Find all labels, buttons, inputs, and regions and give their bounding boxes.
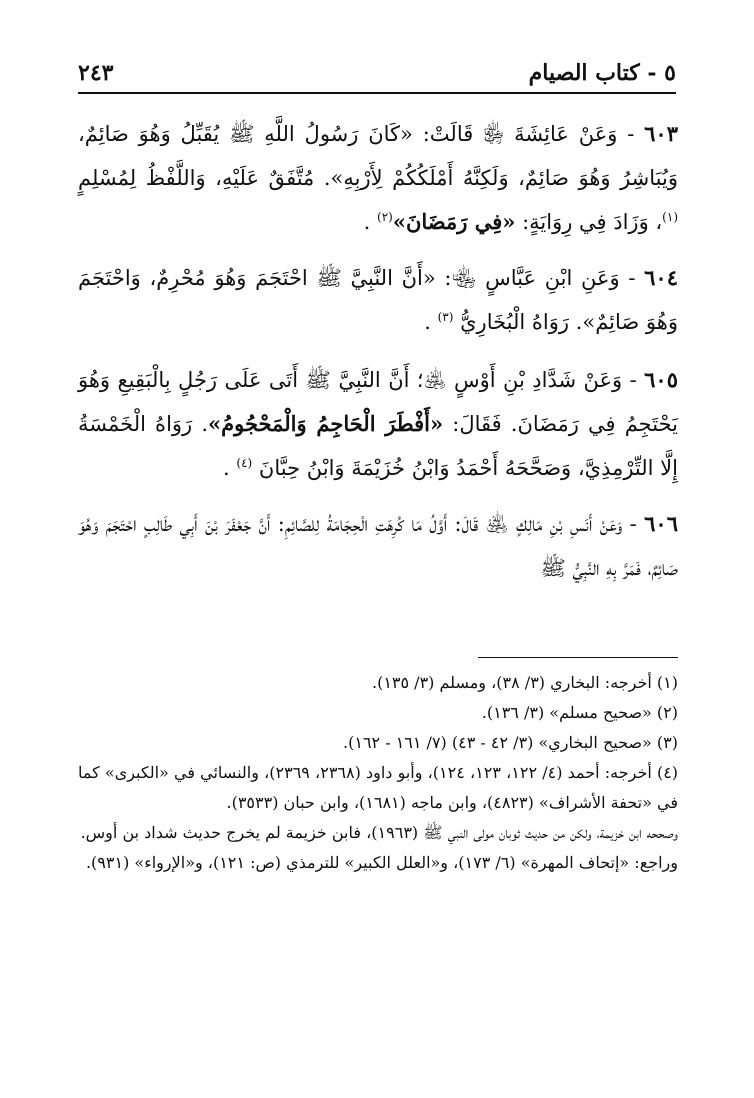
page-header: [78, 58, 676, 94]
footnote-ref: (٢): [377, 210, 393, 224]
hadith-end: .: [424, 310, 431, 334]
main-text: [78, 112, 678, 602]
footnote-4-continued: وصححه ابن خزيمة، ولكن من حديث ثوبان مولى النبي ﷺ (١٩٦٣)، فابن خزيمة لم يخرج حديث شداد بن أوس.: [80, 823, 678, 842]
footnote-ref: (٣): [437, 310, 454, 324]
footnote-4-references: وراجع: «إتحاف المهرة» (٦/ ١٧٣)، و«العلل الكبير» للترمذي (ص: ١٢١)، و«الإرواء» (٩٣١).: [85, 853, 678, 872]
footnote-4: (٤) أخرجه: أحمد (٤/ ١٢٢، ١٢٣، ١٢٤)، وأبو داود (٢٣٦٨، ٢٣٦٩)، والنسائي في «الكبرى» كما في «تحفة الأشراف» (٤٨٢٣)، وابن ماجه (١٦٨١)، وابن حبان (٣٥٣٣).: [78, 763, 679, 812]
hadith-bold-text: «أَفْطَرَ الْحَاجِمُ وَالْمَحْجُومُ»: [208, 411, 444, 436]
footnote-3: (٣) «صحيح البخاري» (٣/ ٤٢ - ٤٣) (٧/ ١٦١ - ١٦٢).: [343, 733, 678, 752]
hadith-number: ٦٠٣: [644, 121, 678, 146]
hadith-text: وَعَنْ عَائِشَةَ ﵂ قَالَتْ: «كَانَ رَسُولُ اللَّهِ ﷺ يُقَبِّلُ وَهُوَ صَائِمٌ، وَيُبَاشِرُ وَهُوَ صَائِمٌ، وَلَكِنَّهُ أَمْلَكُكُمْ لِأَرْبِهِ». مُتَّفَقٌ عَلَيْهِ، وَاللَّفْظُ لِمُسْلِمٍ: [78, 122, 678, 190]
hadith-605: ٦٠٥ - وَعَنْ شَدَّادِ بْنِ أَوْسٍ ﵁؛ أَنَّ النَّبِيَّ ﷺ أَتَى عَلَى رَجُلٍ بِالْبَقِيعِ وَهُوَ يَحْتَجِمُ فِي رَمَضَانَ. فَقَالَ: «أَفْطَرَ الْحَاجِمُ وَالْمَحْجُومُ». رَوَاهُ الْخَمْسَةُ إِلَّا التِّرْمِذِيَّ، وَصَحَّحَهُ أَحْمَدُ وَابْنُ خُزَيْمَةَ وَابْنُ حِبَّانَ $^{(٤)}$ .: [78, 367, 678, 480]
footnote-ref: (٤): [236, 456, 253, 470]
footnote-1: (١) أخرجه: البخاري (٣/ ٣٨)، ومسلم (٣/ ١٣٥).: [371, 673, 678, 692]
hadith-bold-text: «فِي رَمَضَانَ»: [392, 209, 516, 234]
hadith-number: ٦٠٥: [644, 367, 678, 392]
footnotes: [78, 668, 678, 878]
chapter-title: ٥ - كتاب الصيام: [528, 60, 676, 86]
hadith-end: .: [363, 210, 371, 234]
footnote-separator: [478, 657, 678, 658]
footnote-2: (٢) «صحيح مسلم» (٣/ ١٣٦).: [481, 703, 678, 722]
hadith-text: وَعَنْ شَدَّادِ بْنِ أَوْسٍ ﵁؛ أَنَّ النَّبِيَّ ﷺ أَتَى عَلَى رَجُلٍ بِالْبَقِيعِ وَهُوَ يَحْتَجِمُ فِي رَمَضَانَ. فَقَالَ:: [78, 368, 678, 436]
hadith-604: ٦٠٤ - وَعَنِ ابْنِ عَبَّاسٍ ﵄: «أَنَّ النَّبِيَّ ﷺ احْتَجَمَ وَهُوَ مُحْرِمٌ، وَاحْتَجَمَ وَهُوَ صَائِمٌ». رَوَاهُ الْبُخَارِيُّ $^{(٣)}$ .: [78, 265, 678, 334]
hadith-text: ، وَزَادَ فِي رِوَايَةٍ:: [522, 210, 663, 234]
hadith-text: . رَوَاهُ الْخَمْسَةُ إِلَّا التِّرْمِذِيَّ، وَصَحَّحَهُ أَحْمَدُ وَابْنُ خُزَيْمَةَ وَابْنُ حِبَّانَ: [78, 412, 678, 480]
hadith-text: وَعَنِ ابْنِ عَبَّاسٍ ﵄: «أَنَّ النَّبِيَّ ﷺ احْتَجَمَ وَهُوَ مُحْرِمٌ، وَاحْتَجَمَ وَهُوَ صَائِمٌ». رَوَاهُ الْبُخَارِيُّ: [78, 266, 678, 334]
page-number: ٢٤٣: [78, 60, 114, 86]
hadith-text: وَعَنْ أَنَسِ بْنِ مَالِكٍ ﵁ قَالَ: أَوَّلُ مَا كُرِهَتِ الْحِجَامَةُ لِلصَّائِمِ: أَنَّ جَعْفَرَ بْنَ أَبِي طَالِبٍ احْتَجَمَ وَهُوَ صَائِمٌ، فَمَرَّ بِهِ النَّبِيُّ ﷺ: [78, 512, 678, 580]
hadith-606: ٦٠٦ - وَعَنْ أَنَسِ بْنِ مَالِكٍ ﵁ قَالَ: أَوَّلُ مَا كُرِهَتِ الْحِجَامَةُ لِلصَّائِمِ: أَنَّ جَعْفَرَ بْنَ أَبِي طَالِبٍ احْتَجَمَ وَهُوَ صَائِمٌ، فَمَرَّ بِهِ النَّبِيُّ ﷺ: [78, 511, 678, 580]
footnote-ref: (١): [662, 210, 678, 224]
hadith-number: ٦٠٦: [644, 511, 678, 536]
hadith-end: .: [223, 456, 230, 480]
hadith-number: ٦٠٤: [644, 265, 678, 290]
hadith-603: ٦٠٣ - وَعَنْ عَائِشَةَ ﵂ قَالَتْ: «كَانَ رَسُولُ اللَّهِ ﷺ يُقَبِّلُ وَهُوَ صَائِمٌ، وَيُبَاشِرُ وَهُوَ صَائِمٌ، وَلَكِنَّهُ أَمْلَكُكُمْ لِأَرْبِهِ». مُتَّفَقٌ عَلَيْهِ، وَاللَّفْظُ لِمُسْلِمٍ $^{(١)}$، وَزَادَ فِي رِوَايَةٍ: «فِي رَمَضَانَ»$^{(٢)}$ .: [78, 121, 678, 234]
